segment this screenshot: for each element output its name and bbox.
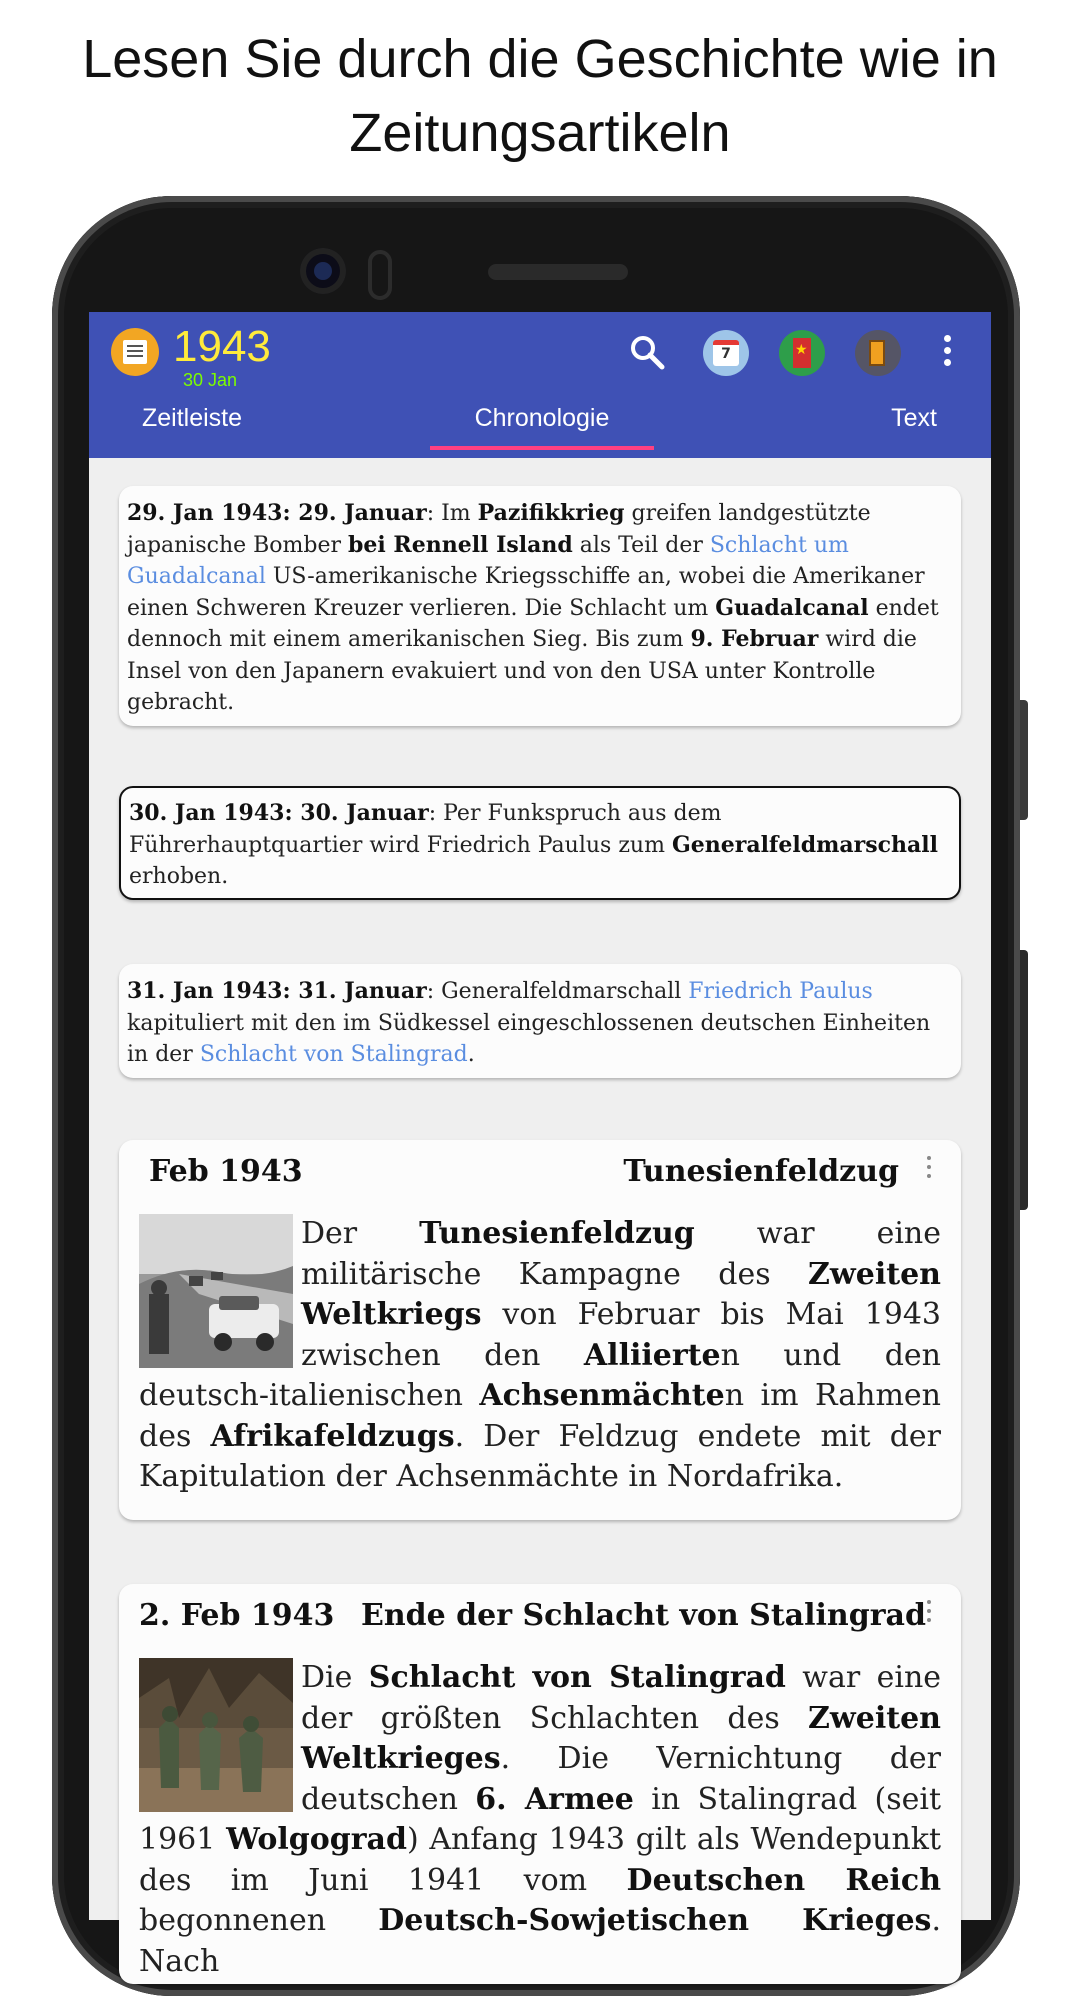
calendar-day: 7: [713, 340, 739, 366]
flag-icon[interactable]: [779, 330, 825, 376]
app-screen: [89, 312, 991, 1979]
article-card-tunesienfeldzug[interactable]: [119, 1140, 961, 1520]
link-friedrich-paulus[interactable]: Friedrich Paulus: [688, 979, 873, 1004]
event-card-29-jan[interactable]: 29. Jan 1943: 29. Januar: Im Pazifikkrieg greifen landgestützte japanische Bomber bei Rennell Island als Teil der Schlacht um Guadalcanal US-amerikanische Kriegsschiffe an, wobei die Amerikaner einen Schweren Kreuzer verlieren. Die Schlacht um Guadalcanal endet dennoch mit einem amerikanischen Sieg. Bis zum 9. Februar wird die Insel von den Japanern evakuiert und von den USA unter Kontrolle gebracht.: [119, 486, 961, 726]
calendar-icon[interactable]: [703, 330, 749, 376]
promo-headline: Lesen Sie durch die Geschichte wie in Zeitungsartikeln: [82, 29, 998, 163]
event-date: 31. Jan 1943: 31. Januar: [127, 978, 427, 1004]
phone-side-button: [1020, 700, 1028, 820]
article-body: Der Tunesienfeldzug war eine militärische Kampagne des Zweiten Weltkriegs von Februar bis Mai 1943 zwischen den Alliierten und den deutsch-italienischen Achsenmächten im Rahmen des Afrikafeldzugs. Der Feldzug endete mit der Kapitulation der Achsenmächte in Nordafrika.: [139, 1216, 942, 1494]
article-date: Feb 1943: [149, 1154, 303, 1189]
event-card-30-jan[interactable]: 30. Jan 1943: 30. Januar: Per Funkspruch aus dem Führerhauptquartier wird Friedrich Paulus zum Generalfeldmarschall erhoben.: [119, 786, 961, 900]
tab-chronologie[interactable]: Chronologie: [474, 404, 610, 432]
tab-indicator: [430, 446, 654, 450]
proximity-sensor: [368, 250, 392, 300]
article-date: 2. Feb 1943: [139, 1598, 335, 1633]
link-schlacht-um-guadalcanal[interactable]: Schlacht um Guadalcanal: [127, 532, 849, 589]
app-bar: [89, 312, 991, 458]
current-year[interactable]: 1943: [173, 322, 271, 371]
tab-zeitleiste[interactable]: Zeitleiste: [141, 404, 243, 432]
tab-text[interactable]: Text: [891, 404, 937, 432]
newspaper-icon[interactable]: [111, 328, 159, 376]
event-date: 30. Jan 1943: 30. Januar: [129, 800, 429, 826]
front-camera: [300, 248, 346, 294]
earpiece-speaker: [488, 264, 628, 280]
phone-volume-button: [1020, 950, 1028, 1210]
event-date: 29. Jan 1943: 29. Januar: [127, 500, 427, 526]
article-menu-icon[interactable]: [925, 1156, 933, 1186]
door-icon[interactable]: [855, 330, 901, 376]
article-menu-icon[interactable]: [925, 1600, 933, 1630]
article-card-stalingrad[interactable]: [119, 1584, 961, 1984]
search-icon[interactable]: [627, 332, 667, 372]
event-card-31-jan[interactable]: 31. Jan 1943: 31. Januar: Generalfeldmarschall Friedrich Paulus kapituliert mit den im Südkessel eingeschlossenen deutschen Einheiten in der Schlacht von Stalingrad.: [119, 964, 961, 1078]
link-schlacht-von-stalingrad[interactable]: Schlacht von Stalingrad: [199, 1042, 468, 1067]
current-date: 30 Jan: [183, 370, 238, 390]
article-title: Tunesienfeldzug: [623, 1154, 899, 1189]
article-title: Ende der Schlacht von Stalingrad: [361, 1598, 926, 1633]
article-body: Die Schlacht von Stalingrad war eine der größten Schlachten des Zweiten Weltkrieges. Die Vernichtung der deutschen 6. Armee in Stalingrad (seit 1961 Wolgograd) Anfang 1943 gilt als Wendepunkt des im Juni 1941 vom Deutschen Reich begonnenen Deutsch-Sowjetischen Krieges. Nach: [139, 1660, 942, 1979]
more-vert-icon[interactable]: [941, 332, 953, 376]
